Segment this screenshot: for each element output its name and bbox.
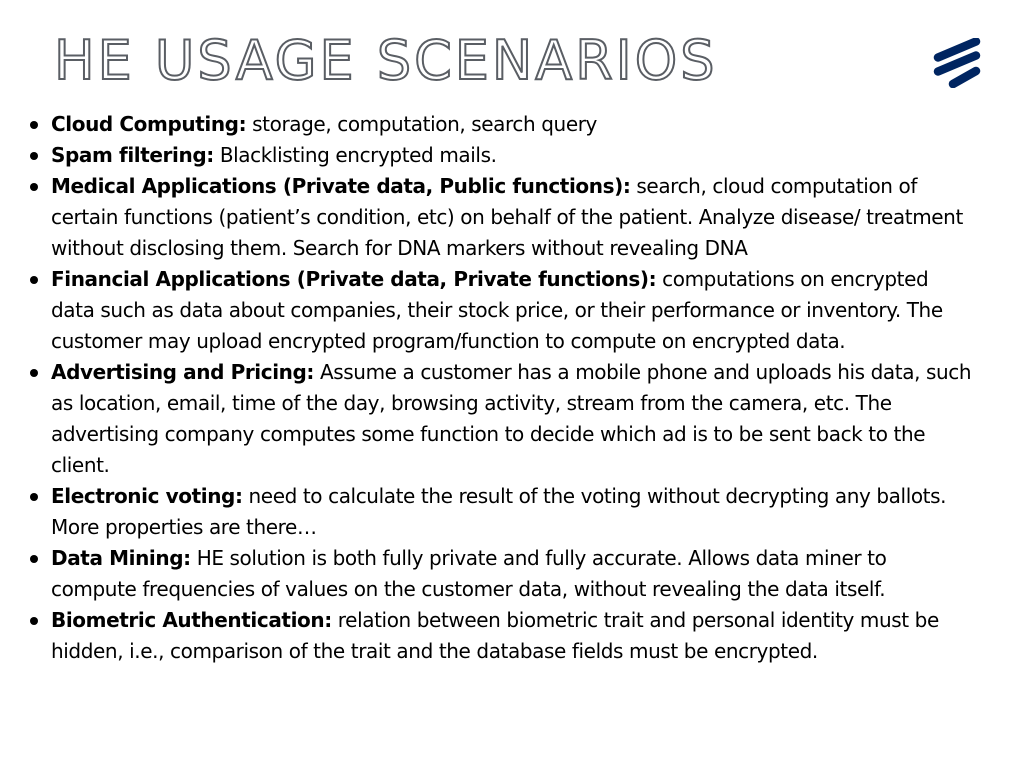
item-term: Biometric Authentication: — [51, 608, 332, 632]
item-term: Electronic voting: — [51, 484, 243, 508]
slide-title: HE USAGE SCENARIOS — [54, 29, 718, 92]
bullet-icon — [30, 369, 38, 377]
item-term: Financial Applications (Private data, Private functions): — [51, 267, 657, 291]
bullet-icon — [30, 617, 38, 625]
bullet-icon — [30, 183, 38, 191]
ericsson-stripes-icon — [929, 38, 983, 88]
bullet-icon — [30, 555, 38, 563]
list-item-spam-filtering — [28, 140, 972, 171]
bullet-icon — [30, 276, 38, 284]
bullet-icon — [30, 493, 38, 501]
bullet-icon — [30, 121, 38, 129]
item-text: search, cloud computation of certain functions (patient’s condition, etc) on behalf of the patient. Analyze disease/ treatment without disclosing them. Search for DNA markers without revealing DNA — [51, 174, 963, 260]
item-text: Assume a customer has a mobile phone and uploads his data, such as location, email, time of the day, browsing activity, stream from the camera, etc. The advertising company computes some function to decide which ad is to be sent back to the client. — [51, 360, 972, 477]
item-term: Cloud Computing: — [51, 112, 247, 136]
item-text: storage, computation, search query — [252, 112, 597, 136]
scenario-list — [28, 109, 972, 667]
list-item-data-mining — [28, 543, 972, 605]
logo-stripe-bottom — [953, 71, 976, 84]
list-item-biometric-authentication — [28, 605, 972, 667]
item-text: relation between biometric trait and personal identity must be hidden, i.e., comparison of the trait and the database fields must be encrypted. — [51, 608, 939, 663]
item-text: HE solution is both fully private and fully accurate. Allows data miner to compute frequencies of values on the customer data, without revealing the data itself. — [51, 546, 887, 601]
item-text: Blacklisting encrypted mails. — [219, 143, 497, 167]
list-item-medical-applications — [28, 171, 972, 264]
item-term: Spam filtering: — [51, 143, 214, 167]
item-term: Advertising and Pricing: — [51, 360, 315, 384]
item-term: Medical Applications (Private data, Public functions): — [51, 174, 631, 198]
item-text: need to calculate the result of the voting without decrypting any ballots. More properties are there… — [51, 484, 947, 539]
item-text: computations on encrypted data such as data about companies, their stock price, or their performance or inventory. The customer may upload encrypted program/function to compute on encrypted data. — [51, 267, 943, 353]
list-item-advertising-and-pricing — [28, 357, 972, 481]
list-item-cloud-computing — [28, 109, 972, 140]
list-item-financial-applications — [28, 264, 972, 357]
bullet-icon — [30, 152, 38, 160]
item-term: Data Mining: — [51, 546, 191, 570]
list-item-electronic-voting — [28, 481, 972, 543]
